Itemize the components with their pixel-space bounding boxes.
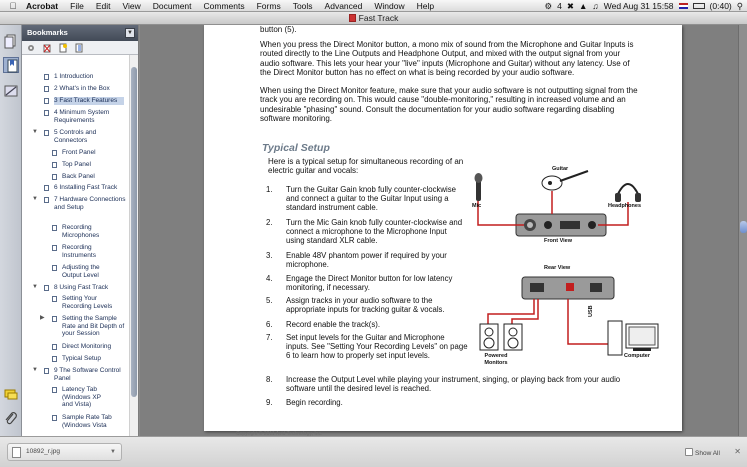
bookmarks-scroll-thumb[interactable] bbox=[131, 67, 137, 397]
pages-icon[interactable] bbox=[3, 33, 19, 49]
bookmarks-panel bbox=[22, 25, 139, 436]
pdf-page: button (5). When you press the Direct Monitor button, a mono mix of sound from the Microphone and Guitar Inputs is routed directly to the Line Outputs and Headphone Output, and mixed with the output signal from your audio software. This lets your hear your "live" inputs (Microphone and Guitar) without any latency. Use of the Direct Monitor button has no effect on what is being recorded by your audio software. When using the Direct Monitor feature, make sure that your audio software is not outputting signal from the track you are recording on. This would cause "double-monitoring," resulting in increased volume and an undesirable "phasing" sound. Consult the documentation for your audio software regarding disabling software monitoring. Typical Setup Here is a typical setup for simultaneous recording of an electric guitar and vocals: 1. Turn the Guitar Gain knob fully counter-clockwise and connect a guitar to the Guitar Input using a standard instrument cable. 2. Turn the Mic Gain knob fully counter-clockwise and connect a microphone to the Microphone Input using standard XLR cable. 3. Enable 48V phantom power if required by your microphone. 4. Engage the Direct Monitor button for low latency monitoring, if necessary. 5. Assign tracks in your audio software to the appropriate inputs for tracking guitar & vocals. 6. Record enable the track(s). 7. Set input levels for the Guitar and Microphone inputs. See "Setting Your Recording Levels" on page 6 to learn how to properly set input levels. 8. Increase the Output Level while playing your instrument, singing, or playing back from your audio software until the desired level is reached. 9. Begin recording. Guitar Mic Headphones Front View Rear View USB Powered Monitors Computer bbox=[204, 25, 682, 431]
menu-tools[interactable]: Tools bbox=[292, 0, 313, 11]
powered-monitors-illustration bbox=[480, 324, 522, 350]
collapse-triangle-icon[interactable]: ▼ bbox=[32, 284, 38, 290]
document-viewport[interactable] bbox=[140, 25, 738, 436]
diagram-label-front-view: Front View bbox=[544, 238, 573, 244]
battery-icon[interactable] bbox=[693, 3, 705, 9]
close-icon[interactable]: ✕ bbox=[734, 447, 741, 456]
options-gear-icon[interactable] bbox=[26, 43, 36, 53]
volume-icon[interactable]: ♫ bbox=[592, 1, 599, 11]
menu-window[interactable]: Window bbox=[374, 0, 405, 11]
menu-view[interactable]: View bbox=[122, 0, 141, 11]
menu-app[interactable]: Acrobat bbox=[26, 0, 59, 11]
download-shelf bbox=[0, 436, 747, 467]
headphones-illustration bbox=[615, 184, 641, 202]
expand-bookmark-icon[interactable] bbox=[74, 43, 84, 53]
setup-diagram bbox=[468, 166, 668, 369]
interface-rear-illustration bbox=[522, 277, 614, 299]
flag-icon[interactable] bbox=[679, 3, 688, 9]
show-all-label: Show All bbox=[695, 450, 720, 457]
menu-extra-icon[interactable]: ⚙ bbox=[544, 1, 553, 11]
collapse-triangle-icon[interactable]: ▼ bbox=[32, 196, 38, 202]
bluetooth-icon[interactable]: ✖ bbox=[566, 1, 574, 11]
bookmarks-title: Bookmarks bbox=[27, 28, 68, 37]
window-title: Fast Track bbox=[358, 13, 399, 23]
paragraph-double-monitoring: When using the Direct Monitor feature, make sure that your audio software is not outputting signal from the track you are recording on. This would cause "double-monitoring," resulting in increased volume and an undesirable "phasing" sound. Consult the documentation for your audio software regarding disabling software monitoring. bbox=[260, 86, 638, 123]
collapse-triangle-icon[interactable]: ▼ bbox=[32, 129, 38, 135]
downloads-icon bbox=[685, 448, 693, 456]
menu-forms[interactable]: Forms bbox=[256, 0, 281, 11]
window-title-bar bbox=[0, 12, 747, 25]
text-fragment: button (5). bbox=[260, 25, 297, 34]
comments-icon[interactable] bbox=[3, 387, 19, 403]
bookmarks-list: 1 Introduction 2 What's in the Box 3 Fast Track Features 4 Minimum System Requirements ▼ 5 Controls and Connectors Front Panel Top Panel Back Panel 6 Installing Fast Track ▼ 7 Hardware Connections and Setup Recording Microphones Recording Instruments Adjusting the Output Level ▼ 8 Using Fast Track Setting Your Recording Levels ▶ Setting the Sample Rate and Bit Depth of your Session Direct Monitoring Typical Setup ▼ 9 The Software Control Panel Latency Tab (Windows XP and Vista) Sample Rate Tab (Windows Vista bbox=[32, 73, 126, 429]
paragraph-direct-monitor: When you press the Direct Monitor button, a mono mix of sound from the Microphone and Guitar Inputs is routed directly to the Line Outputs and Headphone Output, and mixed with the output signal from your audio software. This lets your hear your "live" inputs (Microphone and Guitar) without any latency. Use of the Direct Monitor button has no effect on what is being recorded by your audio software. bbox=[260, 40, 634, 77]
diagram-label-guitar: Guitar bbox=[552, 166, 569, 172]
panel-options-icon[interactable]: ▼ bbox=[125, 28, 135, 38]
apple-icon[interactable] bbox=[6, 1, 20, 11]
setup-intro: Here is a typical setup for simultaneous recording of an electric guitar and vocals: bbox=[268, 157, 464, 176]
diagram-label-powered-monitors: Powered Monitors bbox=[484, 353, 508, 366]
navigation-tool-strip bbox=[0, 25, 22, 436]
document-scrollbar[interactable] bbox=[738, 25, 747, 436]
wifi-icon[interactable]: ▲ bbox=[578, 1, 588, 11]
pdf-document-icon bbox=[349, 14, 356, 22]
computer-illustration bbox=[608, 321, 658, 355]
status-count[interactable]: 4 bbox=[557, 1, 562, 11]
microphone-illustration bbox=[475, 173, 483, 201]
new-bookmark-icon[interactable] bbox=[58, 43, 68, 53]
page-copyright: Copyright © 2011 Avid Technology, Inc. bbox=[236, 431, 323, 436]
menu-bar bbox=[0, 0, 747, 12]
menu-edit[interactable]: Edit bbox=[95, 0, 111, 11]
signatures-icon[interactable] bbox=[3, 83, 19, 99]
chevron-down-icon[interactable]: ▼ bbox=[110, 449, 116, 455]
menu-document[interactable]: Document bbox=[152, 0, 192, 11]
menu-file[interactable]: File bbox=[70, 0, 84, 11]
bookmarks-scrollbar[interactable] bbox=[129, 55, 138, 436]
menu-comments[interactable]: Comments bbox=[203, 0, 245, 11]
bookmarks-header bbox=[22, 25, 138, 41]
diagram-label-usb: USB bbox=[588, 305, 594, 317]
attachments-paperclip-icon[interactable] bbox=[3, 411, 19, 427]
clock[interactable]: Wed Aug 31 15:58 bbox=[603, 1, 674, 11]
section-heading: Typical Setup bbox=[262, 142, 330, 154]
collapse-triangle-icon[interactable]: ▼ bbox=[32, 367, 38, 373]
bookmarks-toolbar bbox=[22, 41, 138, 55]
show-all-button[interactable] bbox=[685, 448, 720, 457]
download-filename: 10892_r.jpg bbox=[26, 448, 60, 455]
guitar-illustration bbox=[542, 171, 588, 190]
diagram-label-computer: Computer bbox=[624, 353, 650, 359]
diagram-label-rear-view: Rear View bbox=[544, 265, 571, 271]
battery-time[interactable]: (0:40) bbox=[709, 1, 732, 11]
interface-front-illustration bbox=[516, 214, 606, 236]
menu-help[interactable]: Help bbox=[416, 0, 435, 11]
spotlight-icon[interactable]: ⚲ bbox=[736, 1, 743, 11]
download-item[interactable] bbox=[7, 443, 122, 461]
delete-bookmark-icon[interactable] bbox=[42, 43, 52, 53]
bookmarks-tab-icon[interactable] bbox=[3, 57, 19, 73]
file-icon bbox=[12, 447, 21, 458]
diagram-label-headphones: Headphones bbox=[608, 203, 642, 209]
document-scroll-thumb[interactable] bbox=[740, 221, 747, 233]
expand-triangle-icon[interactable]: ▶ bbox=[40, 315, 45, 321]
diagram-label-mic: Mic bbox=[472, 203, 482, 209]
menu-advanced[interactable]: Advanced bbox=[324, 0, 363, 11]
